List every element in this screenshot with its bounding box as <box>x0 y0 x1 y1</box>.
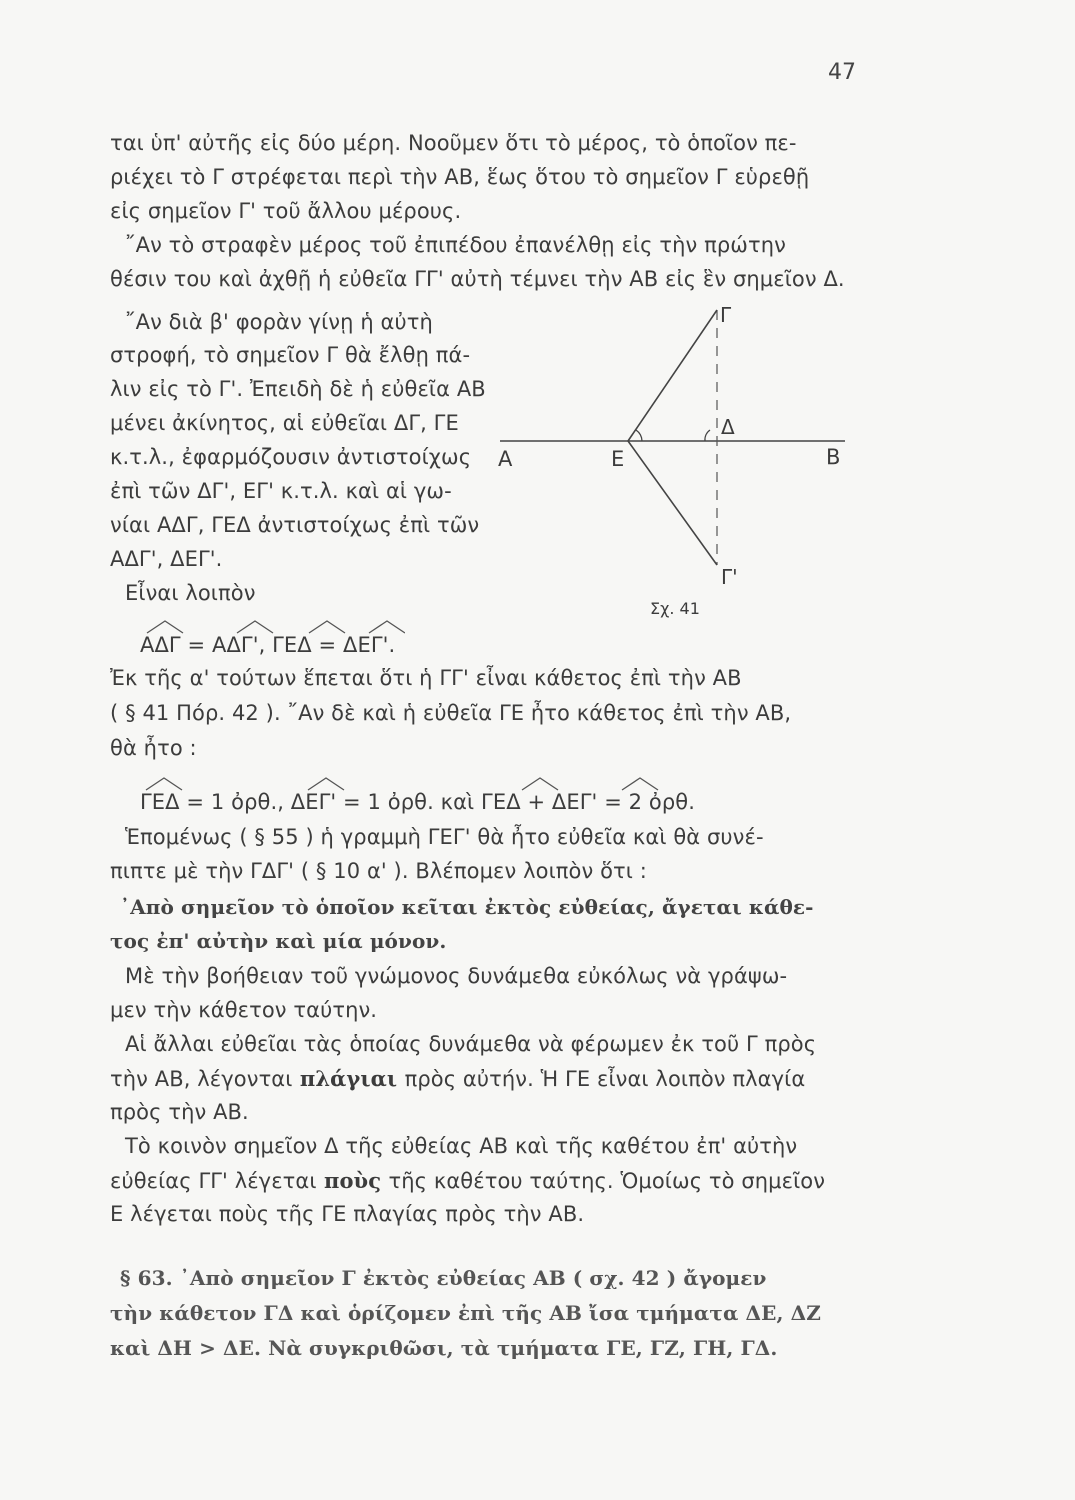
exercise-line: τὴν κάθετον ΓΔ καὶ ὁρίζομεν ἐπὶ τῆς ΑΒ ἴσα τμήματα ΔΕ, ΔΖ <box>110 1301 821 1325</box>
text-line: νίαι ΑΔΓ, ΓΕΔ ἀντιστοίχως ἐπὶ τῶν <box>110 513 480 537</box>
text-line: ριέχει τὸ Γ στρέφεται περὶ τὴν ΑΒ, ἕως ὅτου τὸ σημεῖον Γ εὑρεθῇ <box>110 165 810 189</box>
text-line: ῎Αν τὸ στραφὲν μέρος τοῦ ἐπιπέδου ἐπανέλθῃ εἰς τὴν πρώτην <box>125 233 786 257</box>
angle-hat <box>622 778 658 790</box>
text-line: Ἐκ τῆς α' τούτων ἕπεται ὅτι ἡ ΓΓ' εἶναι κάθετος ἐπὶ τὴν ΑΒ <box>110 666 742 690</box>
text-line: Ἑπομένως ( § 55 ) ἡ γραμμὴ ΓΕΓ' θὰ ἦτο εὐθεῖα καὶ θὰ συνέ- <box>125 825 764 849</box>
text-line: ( § 41 Πόρ. 42 ). ῎Αν δὲ καὶ ἡ εὐθεῖα ΓΕ ἦτο κάθετος ἐπὶ τὴν ΑΒ, <box>110 701 792 725</box>
label-gamma: Γ <box>720 303 732 327</box>
text-line: εἰς σημεῖον Γ' τοῦ ἄλλου μέρους. <box>110 199 462 223</box>
angle-arc-delta <box>705 430 710 441</box>
text-line: Μὲ τὴν βοήθειαν τοῦ γνώμονος δυνάμεθα εὐκόλως νὰ γράψω- <box>125 964 788 988</box>
text-span: εὐθείας ΓΓ' λέγεται <box>110 1169 317 1193</box>
label-e: Ε <box>611 447 625 471</box>
angle-hat <box>522 778 558 790</box>
term-pous: ποὺς <box>316 1168 389 1193</box>
text-line: ΑΔΓ', ΔΕΓ'. <box>110 547 223 571</box>
text-line: λιν εἰς τὸ Γ'. Ἐπειδὴ δὲ ἡ εὐθεῖα ΑΒ <box>110 377 486 401</box>
text-line: ἐπὶ τῶν ΔΓ', ΕΓ' κ.τ.λ. καὶ αἱ γω- <box>110 479 452 503</box>
label-gamma-prime: Γ' <box>721 565 738 589</box>
text-span: τὴν ΑΒ, λέγονται <box>110 1067 293 1091</box>
angle-hat <box>146 778 182 790</box>
angle-arc-e <box>636 430 642 441</box>
line-gamma-e <box>628 310 717 441</box>
text-line <box>110 1170 825 1192</box>
text-line: μεν τὴν κάθετον ταύτην. <box>110 998 378 1022</box>
term-plagiai: πλάγιαι <box>292 1066 405 1091</box>
text-line: στροφή, τὸ σημεῖον Γ θὰ ἔλθῃ πά- <box>110 343 471 367</box>
page-number: 47 <box>828 60 856 85</box>
text-span: τῆς καθέτου ταύτης. Ὁμοίως τὸ σημεῖον <box>388 1169 826 1193</box>
text-line <box>110 1068 805 1090</box>
text-line: ται ὑπ' αὐτῆς εἰς δύο μέρη. Νοοῦμεν ὅτι τὸ μέρος, τὸ ὁποῖον πε- <box>110 131 797 155</box>
text-line: μένει ἀκίνητος, αἱ εὐθεῖαι ΔΓ, ΓΕ <box>110 411 459 435</box>
text-line: θὰ ἦτο : <box>110 736 197 760</box>
angle-hat <box>369 621 405 633</box>
text-line: πιπτε μὲ τὴν ΓΔΓ' ( § 10 α' ). Βλέπομεν λοιπὸν ὅτι : <box>110 859 647 883</box>
text-span: πρὸς αὐτήν. Ἡ ΓΕ εἶναι λοιπὸν πλαγία <box>404 1067 806 1091</box>
label-delta: Δ <box>721 415 735 439</box>
figure-caption: Σχ. 41 <box>650 599 700 618</box>
equation-line: ΓΕΔ = 1 ὀρθ., ΔΕΓ' = 1 ὀρθ. καὶ ΓΕΔ + ΔΕΓ' = 2 ὀρθ. <box>140 790 696 814</box>
exercise-line: § 63. ᾿Απὸ σημεῖον Γ ἐκτὸς εὐθείας ΑΒ ( σχ. 42 ) ἄγομεν <box>120 1266 767 1290</box>
line-e-gamma-prime <box>628 441 717 565</box>
text-line: κ.τ.λ., ἐφαρμόζουσιν ἀντιστοίχως <box>110 445 472 469</box>
angle-hat <box>237 621 273 633</box>
angle-hat <box>309 621 345 633</box>
theorem-line: τος ἐπ' αὐτὴν καὶ μία μόνον. <box>110 929 447 953</box>
label-b: Β <box>826 445 841 469</box>
angle-hat <box>308 778 344 790</box>
equation-line: ΑΔΓ = ΑΔΓ', ΓΕΔ = ΔΕΓ'. <box>140 633 396 657</box>
text-line: θέσιν του καὶ ἀχθῇ ἡ εὐθεῖα ΓΓ' αὐτὴ τέμνει τὴν ΑΒ εἰς ἓν σημεῖον Δ. <box>110 267 845 291</box>
theorem-line: ᾿Απὸ σημεῖον τὸ ὁποῖον κεῖται ἐκτὸς εὐθείας, ἄγεται κάθε- <box>120 895 814 919</box>
exercise-line: καὶ ΔΗ > ΔΕ. Νὰ συγκριθῶσι, τὰ τμήματα ΓΕ, ΓΖ, ΓΗ, ΓΔ. <box>110 1336 778 1360</box>
text-line: Αἱ ἄλλαι εὐθεῖαι τὰς ὁποίας δυνάμεθα νὰ φέρωμεν ἐκ τοῦ Γ πρὸς <box>125 1032 817 1056</box>
text-line: Ε λέγεται ποὺς τῆς ΓΕ πλαγίας πρὸς τὴν ΑΒ. <box>110 1202 585 1226</box>
angle-hat <box>147 621 183 633</box>
text-line: πρὸς τὴν ΑΒ. <box>110 1100 249 1124</box>
figure-41 <box>490 300 860 620</box>
label-a: Α <box>498 447 513 471</box>
text-line: Εἶναι λοιπὸν <box>125 581 256 605</box>
text-line: Τὸ κοινὸν σημεῖον Δ τῆς εὐθείας ΑΒ καὶ τῆς καθέτου ἐπ' αὐτὴν <box>125 1134 798 1158</box>
text-line: ῎Αν διὰ β' φορὰν γίνῃ ἡ αὐτὴ <box>125 310 433 334</box>
